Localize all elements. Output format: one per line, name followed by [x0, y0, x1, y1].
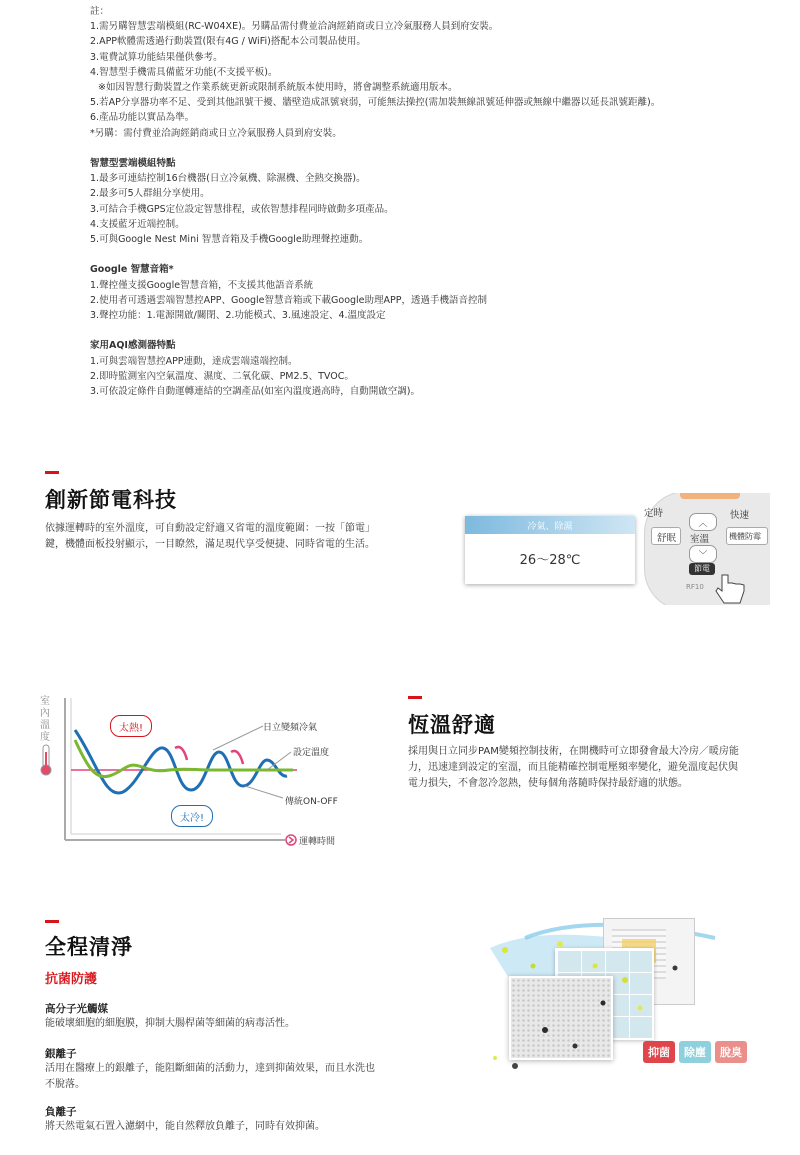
tag-deodorize: 脫臭 — [715, 1041, 747, 1063]
constant-desc-line: 採用與日立同步PAM變頻控制技術，在開機時可立即發會最大冷房／暖房能 — [408, 746, 739, 757]
filter-item-desc: 不脫落。 — [45, 1079, 85, 1090]
aqi-sensor-heading: 家用AQI感測器特點 — [90, 340, 176, 352]
antibacterial-subtitle: 抗菌防護 — [45, 972, 98, 987]
mode-label: 冷氣、除濕 — [527, 522, 573, 532]
cloud-feature-item: 1.最多可連結控制16台機器(日立冷氣機、除濕機、全熱交換器)。 — [90, 173, 366, 185]
temp-down-button[interactable] — [689, 545, 717, 563]
note-line: ※如因智慧行動裝置之作業系統更新或限制系統版本使用時，將會調整系統適用版本。 — [98, 82, 458, 94]
onoff-curve — [75, 730, 287, 793]
section-accent-mark — [45, 920, 59, 923]
model-label: RF10 — [686, 583, 704, 591]
energy-desc-line: 依據運轉時的室外溫度，可自動設定舒適又省電的溫度範圍：一按「節電」 — [45, 523, 375, 534]
temperature-comparison-chart — [35, 690, 375, 855]
note-line: 6.產品功能以實品為準。 — [90, 112, 195, 124]
cloud-feature-item: 2.最多可5人群組分享使用。 — [90, 188, 210, 200]
pointing-hand-icon — [714, 573, 754, 605]
filter-item — [45, 1104, 325, 1135]
google-speaker-item: 1.聲控僅支援Google智慧音箱，不支援其他語音系統 — [90, 279, 314, 291]
mold-proof-label: 機體防霉 — [729, 532, 761, 541]
energy-section-title: 創新節電科技 — [45, 488, 177, 512]
google-speaker-item: 2.使用者可透過雲端智慧控APP、Google智慧音箱或下載Google助理APP，透過手機語音控制 — [90, 294, 487, 306]
save-power-button[interactable] — [689, 563, 715, 575]
overshoot-mark — [231, 751, 243, 764]
notes-heading: 註： — [90, 6, 110, 17]
note-line: 3.電費試算功能結果僅供參考。 — [90, 51, 223, 63]
aqi-sensor-item: 1.可與雲端智慧控APP連動，達成雲端遠端控制。 — [90, 355, 298, 367]
filter-item-name: 負離子 — [45, 1106, 77, 1118]
filter-illustration — [485, 908, 760, 1078]
temp-up-button[interactable] — [689, 513, 717, 531]
save-power-label: 節電 — [694, 564, 710, 573]
temperature-range-card — [465, 516, 635, 584]
room-temp-label: 室溫 — [690, 534, 710, 545]
filter-item-name: 銀離子 — [45, 1048, 77, 1060]
note-line: 1.需另購智慧雲端模組(RC-W04XE)。另購品需付費並洽詢經銷商或日立冷氣服務人員到府安裝。 — [90, 21, 499, 33]
energy-desc-line: 鍵，機體面板投射顯示，一目瞭然，滿足現代享受便捷、同時省電的生活。 — [45, 539, 375, 550]
x-axis-label: 運轉時間 — [299, 837, 336, 847]
legend-inverter: 日立變頻冷氣 — [263, 723, 318, 733]
too-cold-bubble: 太冷! — [171, 805, 213, 827]
sleep-label: 舒眠 — [657, 533, 677, 544]
remote-orange-strip — [680, 493, 740, 499]
cloud-feature-item: 5.可與Google Nest Mini 智慧音箱及手機Google助理聲控連動。 — [90, 234, 369, 246]
filter-item-desc: 將天然電氣石置入濾網中，能自然釋放負離子，同時有效抑菌。 — [45, 1121, 325, 1132]
mold-proof-button[interactable] — [726, 527, 768, 545]
filter-item-name: 高分子光觸媒 — [45, 1003, 108, 1015]
timer-label: 定時 — [644, 508, 664, 519]
tag-dust-removal: 除塵 — [679, 1041, 711, 1063]
google-speaker-heading: Google 智慧音箱* — [90, 264, 174, 276]
filter-item — [45, 1001, 295, 1032]
constant-section-title: 恆溫舒適 — [408, 713, 496, 737]
aqi-sensor-item: 3.可依設定條件自動運轉連結的空調產品(如室內溫度過高時，自動開啟空調)。 — [90, 386, 420, 398]
aqi-sensor-item: 2.即時監測室內空氣溫度、濕度、二氧化碳、PM2.5、TVOC。 — [90, 370, 354, 382]
notes-block — [90, 4, 730, 399]
clean-section-title: 全程清淨 — [45, 935, 133, 959]
cloud-feature-item: 4.支援藍牙近端控制。 — [90, 218, 185, 230]
chevron-down-icon: ﹀ — [698, 550, 708, 561]
fast-label: 快速 — [730, 510, 750, 521]
overshoot-mark — [175, 747, 187, 760]
sleep-button[interactable] — [651, 527, 681, 545]
remote-control-illustration — [640, 493, 770, 605]
note-line: 2.APP軟體需透過行動裝置(限有4G / WiFi)搭配本公司製品使用。 — [90, 36, 366, 48]
thermometer-mercury — [45, 752, 47, 768]
y-axis-label: 室內溫度 — [40, 696, 50, 743]
mode-banner — [465, 516, 635, 534]
filter-item-desc: 活用在醫療上的銀離子，能阻斷細菌的活動力，達到抑菌效果，而且水洗也 — [45, 1063, 375, 1074]
too-hot-bubble: 太熱! — [110, 715, 152, 737]
constant-description — [408, 744, 739, 792]
cloud-features-heading: 智慧型雲端模組特點 — [90, 158, 176, 170]
legend-onoff: 傳統ON-OFF — [285, 797, 338, 807]
energy-description — [45, 521, 375, 553]
note-line: 5.若AP分享器功率不足、受到其他訊號干擾、牆壁造成訊號衰弱，可能無法操控(需加裝無線訊號延伸器或無線中繼器以延長訊號距離)。 — [90, 97, 661, 109]
leader-line-inverter — [213, 726, 263, 750]
inverter-curve — [75, 740, 293, 777]
x-axis-arrow-circle — [286, 835, 296, 845]
filter-item-desc: 能破壞細胞的細胞膜，抑制大腸桿菌等細菌的病毒活性。 — [45, 1018, 295, 1029]
section-accent-mark — [45, 471, 59, 474]
chart-graphic — [35, 690, 375, 855]
tag-antibacterial: 抑菌 — [643, 1041, 675, 1063]
cloud-feature-item: 3.可結合手機GPS定位設定智慧排程，或依智慧排程同時啟動多項產品。 — [90, 203, 394, 215]
filter-item — [45, 1046, 375, 1093]
note-line: 4.智慧型手機需具備藍牙功能(不支援平板)。 — [90, 66, 278, 78]
section-accent-mark — [408, 696, 422, 699]
constant-desc-line: 電力損失，不會忽冷忽熱，使每個角落隨時保持最舒適的狀態。 — [408, 778, 688, 789]
legend-set-temperature: 設定溫度 — [293, 748, 330, 758]
chevron-up-icon: ︿ — [698, 518, 708, 529]
leader-line-onoff — [245, 786, 283, 798]
note-line: *另購：需付費並洽詢經銷商或日立冷氣服務人員到府安裝。 — [90, 127, 342, 139]
google-speaker-item: 3.聲控功能：1.電源開啟/關閉、2.功能模式、3.風速設定、4.溫度設定 — [90, 310, 386, 322]
temperature-range: 26～28℃ — [519, 553, 581, 568]
constant-desc-line: 力，迅速達到設定的室溫，而且能精確控制電壓頻率變化，避免溫度起伏與 — [408, 762, 738, 773]
